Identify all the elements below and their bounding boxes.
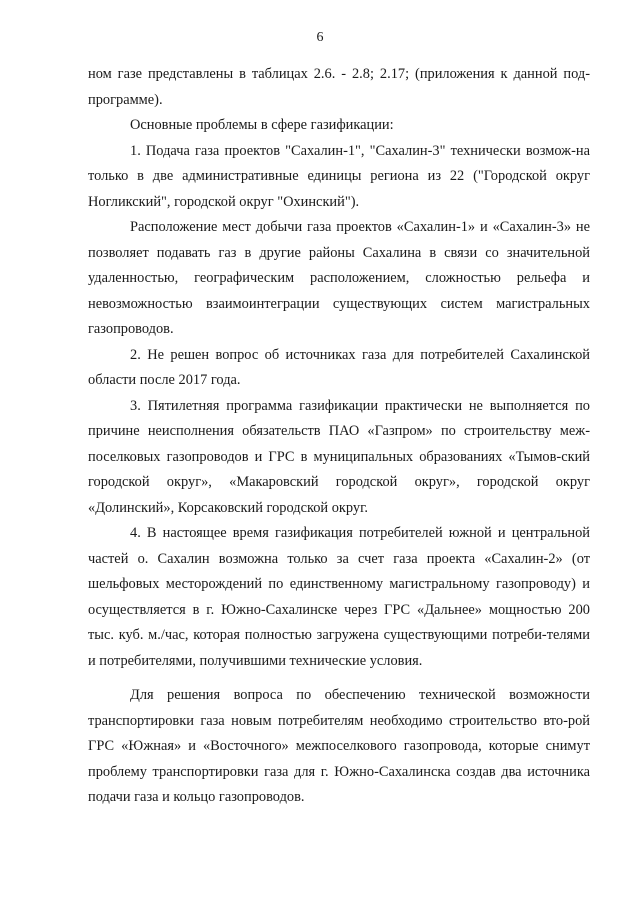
paragraph-location: Расположение мест добычи газа проектов «Сахалин-1» и «Сахалин-3» не позволяет подавать газ в другие районы Сахалина в связи со значительной удаленностью, географическим расположением, сложностью рельефа и невозможностью взаимоинтеграции существующих систем магистральных газопроводов. [88,219,590,337]
paragraph-continuation: ном газе представлены в таблицах 2.6. - 2.8; 2.17; (приложения к данной под-программе). [88,66,590,108]
paragraph-problem-3: 3. Пятилетняя программа газификации практически не выполняется по причине неисполнения обязательств ПАО «Газпром» по строительству меж-поселковых газопроводов и ГРС в муниципальных образованиях «Тымов-ский городской округ», «Макаровский городской округ», городской округ «Долинский», Корсаковский городской округ. [88,397,590,516]
paragraph-problem-2: 2. Не решен вопрос об источниках газа для потребителей Сахалинской области после 2017 года. [88,346,590,388]
paragraph-problem-4: 4. В настоящее время газификация потребителей южной и центральной частей о. Сахалин возможна только за счет газа проекта «Сахалин-2» (от шельфовых месторождений по единственному магистральному газопроводу) и осуществляется в г. Южно-Сахалинске через ГРС «Дальнее» мощностью 200 тыс. куб. м./час, которая полностью загружена существующими потреби-телями и потребителями, получившими технические условия. [88,525,590,669]
paragraph-problems-heading: Основные проблемы в сфере газификации: [130,117,394,133]
document-body [88,62,590,811]
paragraph-solution: Для решения вопроса по обеспечению технической возможности транспортировки газа новым потребителям необходимо строительство вто-рой ГРС «Южная» и «Восточного» межпоселкового газопровода, которые снимут проблему транспортировки газа для г. Южно-Сахалинска создав два источника подачи газа и кольцо газопроводов. [88,687,590,805]
page-number: 6 [316,30,324,45]
paragraph-problem-1: 1. Подача газа проектов "Сахалин-1", "Сахалин-3" технически возмож-на только в две административные единицы региона из 22 ("Городской округ Ногликский", городской округ "Охинский"). [88,142,590,210]
